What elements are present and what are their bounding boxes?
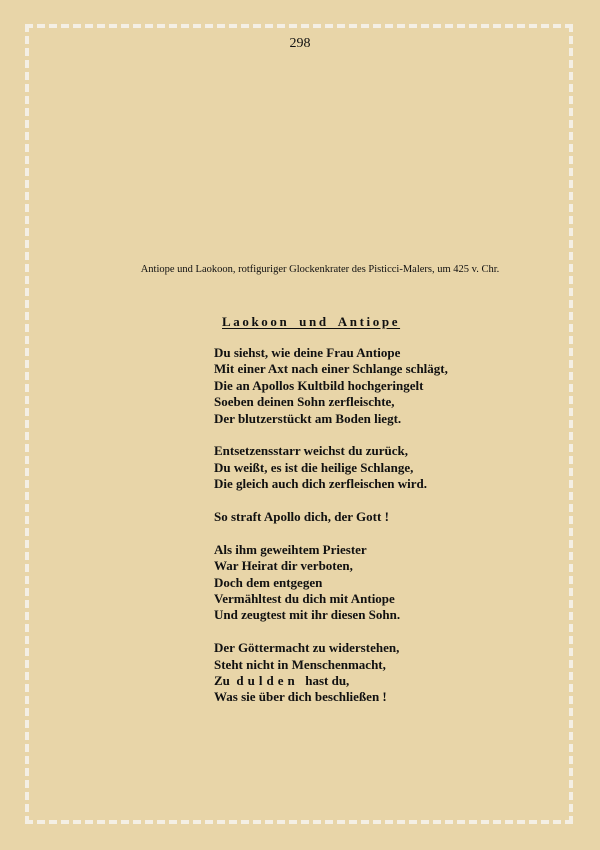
poem-line: Und zeugtest mit ihr diesen Sohn. (214, 607, 401, 623)
poem-title: Laokoon und Antiope (222, 314, 401, 329)
poem-line: Was sie über dich beschließen ! (214, 689, 387, 705)
line-suffix: hast du, (305, 673, 350, 689)
poem-body (214, 345, 448, 722)
poem-line: Soeben deinen Sohn zerfleischte, (214, 394, 395, 410)
poem-line: Du weißt, es ist die heilige Schlange, (214, 459, 414, 475)
spaced-word: dulden (236, 673, 299, 689)
poem-line: Als ihm geweihtem Priester (214, 541, 367, 557)
poem-line: Der Göttermacht zu widerstehen, (214, 640, 400, 656)
poem-line: Vermähltest du dich mit Antiope (214, 591, 395, 607)
poem-line: Du siehst, wie deine Frau Antiope (214, 345, 401, 360)
stanza-5 (214, 640, 448, 706)
poem-line: Die an Apollos Kultbild hochgeringelt (214, 377, 424, 393)
poem-line (214, 673, 448, 689)
poem-line: So straft Apollo dich, der Gott ! (214, 509, 389, 525)
image-caption: Antiope und Laokoon, rotfiguriger Glockenkrater des Pisticci-Malers, um 425 v. Chr. (140, 264, 500, 275)
page-number: 298 (289, 36, 311, 51)
stanza-1 (214, 345, 448, 427)
poem-line: Der blutzerstückt am Boden liegt. (214, 410, 402, 426)
stanza-3 (214, 509, 448, 525)
line-prefix: Zu (214, 673, 230, 689)
poem-line: Entsetzensstarr weichst du zurück, (214, 443, 409, 459)
poem-line: War Heirat dir verboten, (214, 558, 353, 574)
stanza-4 (214, 542, 448, 624)
stanza-2 (214, 443, 448, 492)
poem-line: Steht nicht in Menschenmacht, (214, 656, 386, 672)
poem-line: Die gleich auch dich zerfleischen wird. (214, 476, 428, 492)
poem-line: Mit einer Axt nach einer Schlange schlägt, (214, 361, 448, 377)
poem-line: Doch dem entgegen (214, 574, 323, 590)
